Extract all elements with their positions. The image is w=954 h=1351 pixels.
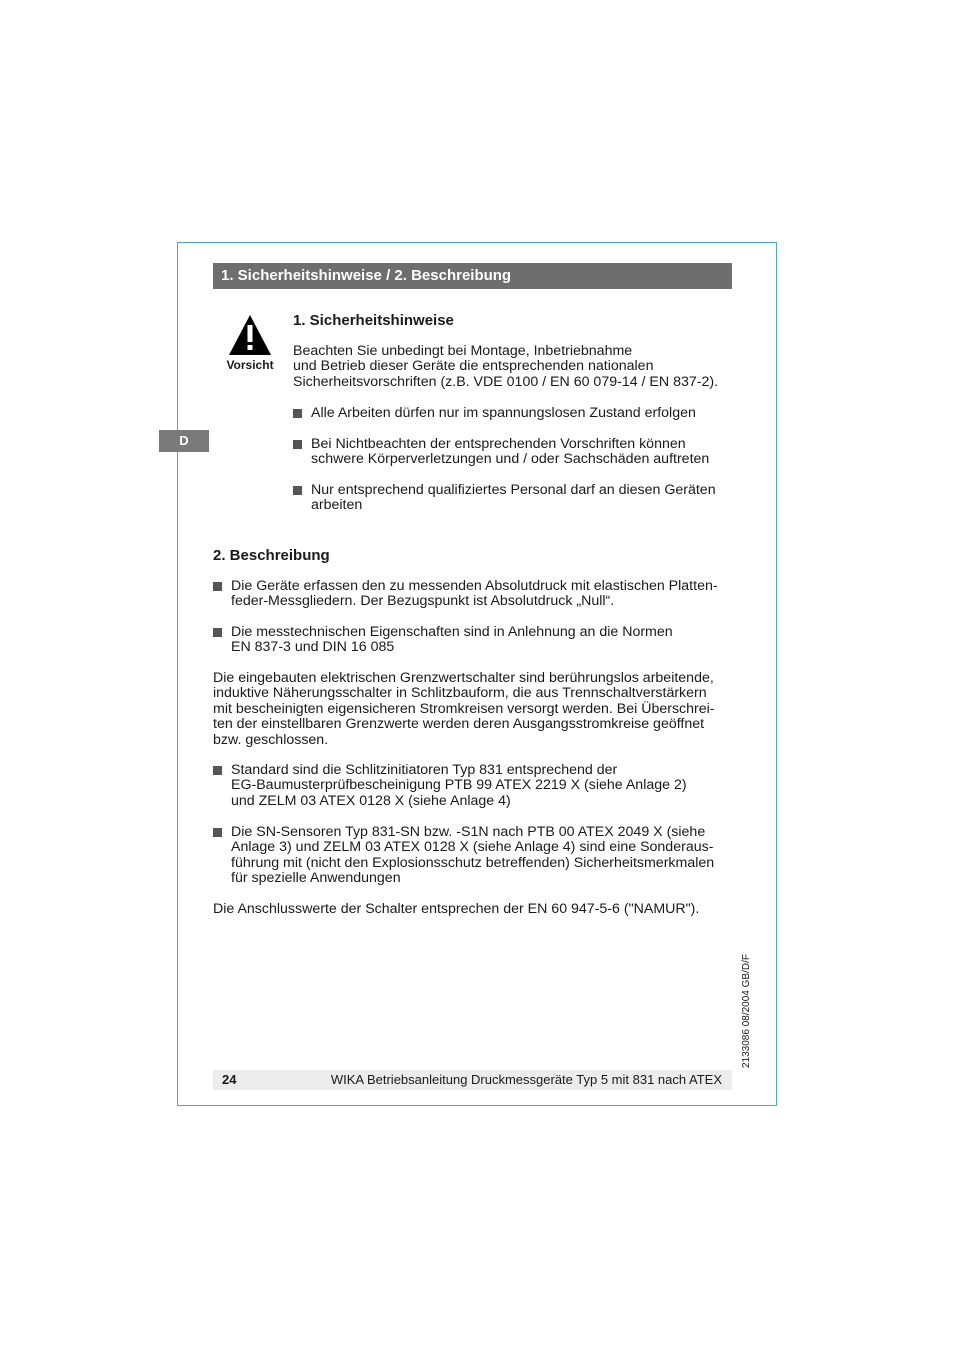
list-item bbox=[293, 437, 709, 468]
list-item bbox=[213, 763, 687, 809]
footer-bar bbox=[213, 1070, 732, 1090]
intro-line: und Betrieb dieser Geräte die entsprechenden nationalen bbox=[293, 358, 654, 375]
bullet-square-icon bbox=[293, 486, 302, 495]
intro-line: Sicherheitsvorschriften (z.B. VDE 0100 / EN 60 079-14 / EN 837-2). bbox=[293, 373, 719, 390]
list-item-line: EN 837-3 und DIN 16 085 bbox=[231, 639, 395, 656]
section-header-bar: 1. Sicherheitshinweise / 2. Beschreibung bbox=[213, 263, 732, 289]
list-item-line: feder-Messgliedern. Der Bezugspunkt ist Absolutdruck „Null“. bbox=[231, 593, 615, 610]
list-item-line: führung mit (nicht den Explosionsschutz betreffenden) Sicherheitsmerkmalen bbox=[231, 854, 715, 871]
bullet-square-icon bbox=[213, 628, 222, 637]
list-item bbox=[213, 625, 673, 656]
closing-sentence: Die Anschlusswerte der Schalter entsprechen der EN 60 947-5-6 ("NAMUR"). bbox=[213, 901, 700, 917]
bullet-square-icon bbox=[293, 440, 302, 449]
list-item bbox=[213, 579, 718, 610]
document-code: 2133086 08/2004 GB/D/F bbox=[741, 954, 752, 1068]
bullet-square-icon bbox=[213, 582, 222, 591]
warning-block bbox=[224, 314, 276, 372]
list-item-line: arbeiten bbox=[311, 497, 363, 514]
section1-intro bbox=[293, 344, 718, 390]
bullet-square-icon bbox=[213, 828, 222, 837]
warning-triangle-icon bbox=[228, 314, 272, 356]
list-item-line: für spezielle Anwendungen bbox=[231, 870, 401, 887]
list-item-line: Die Geräte erfassen den zu messenden Absolutdruck mit elastischen Platten- bbox=[231, 578, 718, 594]
warning-label: Vorsicht bbox=[226, 358, 274, 372]
list-item bbox=[213, 825, 714, 887]
section2-title: 2. Beschreibung bbox=[213, 547, 330, 564]
list-item-line: Bei Nichtbeachten der entsprechenden Vorschriften können bbox=[311, 436, 686, 452]
intro-line: Beachten Sie unbedingt bei Montage, Inbetriebnahme bbox=[293, 343, 633, 359]
list-item-line: Die SN-Sensoren Typ 831-SN bzw. -S1N nach PTB 00 ATEX 2049 X (siehe bbox=[231, 824, 706, 840]
bullet-square-icon bbox=[293, 409, 302, 418]
list-item-line: und ZELM 03 ATEX 0128 X (siehe Anlage 4) bbox=[231, 792, 511, 809]
list-item-line: EG-Baumusterprüfbescheinigung PTB 99 ATEX 2219 X (siehe Anlage 2) bbox=[231, 777, 687, 794]
bullet-square-icon bbox=[213, 766, 222, 775]
language-tab: D bbox=[159, 430, 209, 452]
list-item bbox=[293, 406, 696, 421]
footer-title: WIKA Betriebsanleitung Druckmessgeräte Typ 5 mit 831 nach ATEX bbox=[330, 1072, 722, 1087]
section1-title: 1. Sicherheitshinweise bbox=[293, 312, 454, 329]
list-item-line: Alle Arbeiten dürfen nur im spannungslosen Zustand erfolgen bbox=[311, 405, 696, 421]
list-item-line: Anlage 3) und ZELM 03 ATEX 0128 X (siehe Anlage 4) sind eine Sonderaus- bbox=[231, 839, 714, 856]
paragraph-line: ten der einstellbaren Grenzwerte werden deren Ausgangsstromkreise geöffnet bbox=[213, 716, 705, 733]
paragraph-line: induktive Näherungsschalter in Schlitzbauform, die aus Trennschaltverstärkern bbox=[213, 685, 707, 702]
list-item-line: Standard sind die Schlitzinitiatoren Typ 831 entsprechend der bbox=[231, 762, 618, 778]
page-number: 24 bbox=[222, 1072, 237, 1087]
list-item-line: Die messtechnischen Eigenschaften sind in Anlehnung an die Normen bbox=[231, 624, 673, 640]
list-item-line: schwere Körperverletzungen und / oder Sachschäden auftreten bbox=[311, 451, 710, 468]
paragraph-line: mit bescheinigten eigensicheren Stromkreisen versorgt werden. Bei Überschrei- bbox=[213, 700, 715, 717]
paragraph-line: Die eingebauten elektrischen Grenzwertschalter sind berührungslos arbeitende, bbox=[213, 670, 714, 686]
list-item-line: Nur entsprechend qualifiziertes Personal darf an diesen Geräten bbox=[311, 482, 716, 498]
paragraph-line: bzw. geschlossen. bbox=[213, 731, 329, 748]
list-item bbox=[293, 483, 716, 514]
description-paragraph bbox=[213, 671, 715, 748]
